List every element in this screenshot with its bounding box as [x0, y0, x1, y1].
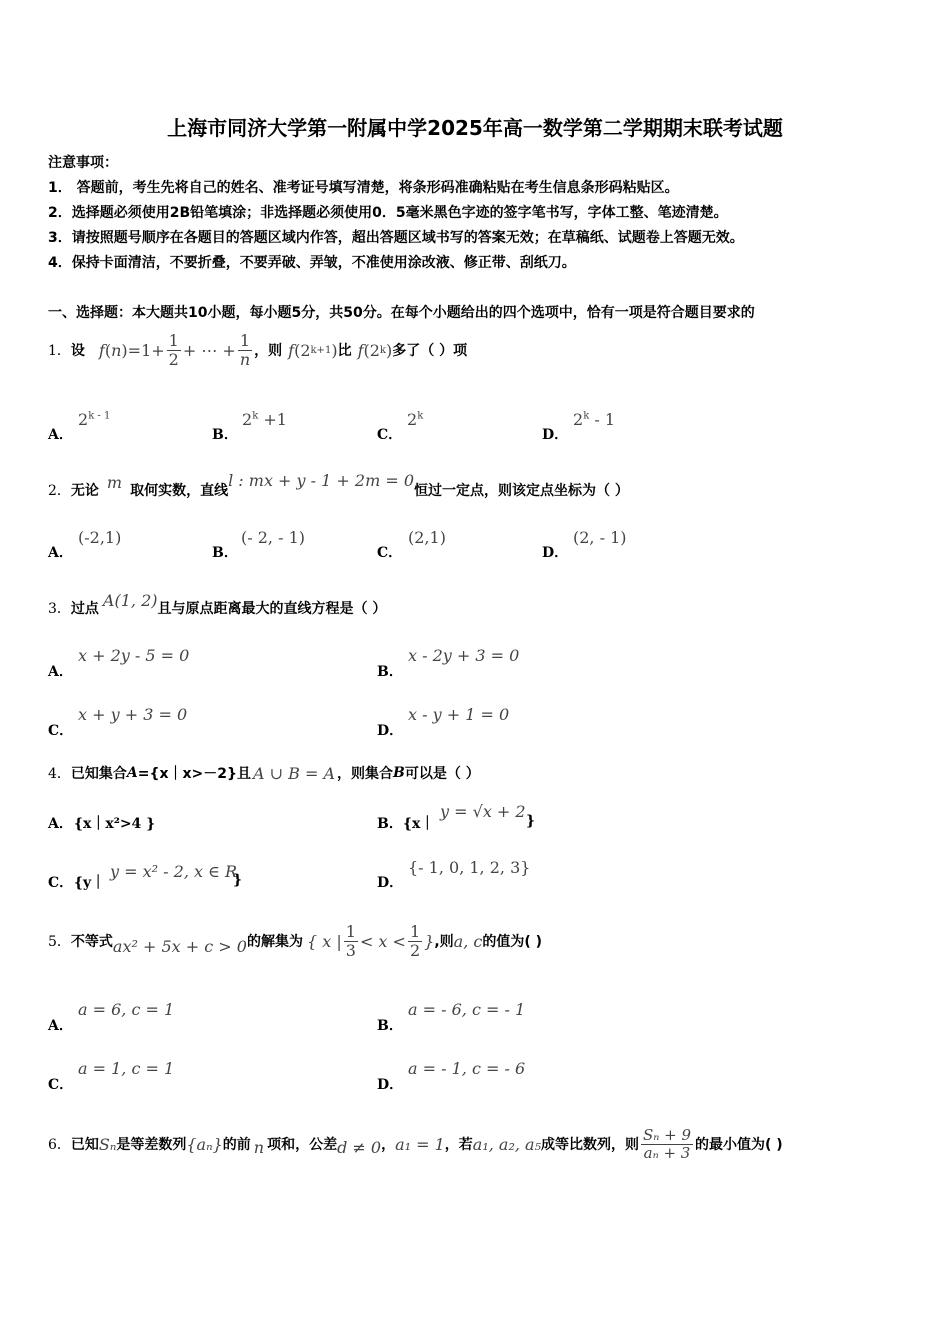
math-paren: (	[104, 340, 112, 360]
question-6	[48, 1118, 783, 1170]
question-text: 的前	[222, 1137, 251, 1153]
option-a-text: {x｜x²>4 }	[74, 816, 156, 832]
math-dots: + ⋯ +	[182, 340, 236, 360]
math-fraction	[167, 332, 181, 368]
question-number: 6．	[48, 1137, 71, 1153]
option-a-label: A．	[48, 427, 73, 443]
math-sequence: a₁, a₂, a₅	[472, 1134, 541, 1154]
option-b-suffix: }	[526, 813, 536, 829]
option-a-math: x + 2y - 5 = 0	[78, 646, 190, 665]
question-1	[48, 328, 467, 372]
option-b-label: B．	[212, 545, 238, 561]
math-base: 2	[407, 410, 418, 429]
option-b-math: a = - 6, c = - 1	[408, 1000, 526, 1019]
option-d-math: a = - 1, c = - 6	[408, 1059, 526, 1078]
option-b-math: (- 2, - 1)	[241, 528, 305, 547]
option-c-math: x + y + 3 = 0	[78, 705, 188, 724]
option-b-math	[242, 410, 287, 429]
option-a-math: (-2,1)	[78, 528, 122, 547]
math-ac: a, c	[453, 931, 483, 951]
question-text: ，	[381, 1137, 396, 1153]
math-fraction	[408, 923, 422, 959]
math-d: d ≠ 0	[337, 1137, 382, 1157]
math-sup: k	[252, 410, 259, 422]
question-text: 成等比数列，则	[541, 1137, 639, 1153]
math-sup: k	[417, 410, 424, 422]
option-b-math: x - 2y + 3 = 0	[408, 646, 520, 665]
question-5	[48, 916, 542, 966]
math-paren: )	[331, 340, 338, 360]
math-paren: )	[385, 340, 393, 360]
option-a-label: A．	[48, 545, 73, 561]
option-d-label: D．	[377, 1077, 404, 1093]
question-text: 设	[70, 343, 85, 359]
question-number: 5．	[48, 934, 71, 950]
section-heading: 一、选择题：本大题共10小题，每小题5分，共50分。在每个小题给出的四个选项中，恰有一项是符合题目要求的	[48, 305, 755, 321]
question-number: 2．	[48, 483, 71, 499]
question-text: 比	[337, 343, 352, 359]
option-a-label: A．	[48, 1018, 73, 1034]
notice-item-4: 4．保持卡面清洁，不要折叠，不要弄破、弄皱，不准使用涂改液、修正带、刮纸刀。	[48, 255, 576, 271]
option-d-math: x - y + 1 = 0	[408, 705, 510, 724]
math-base: 2	[573, 410, 584, 429]
option-c-math: y = x² - 2, x ∈ R	[110, 862, 238, 881]
option-c-label: C．	[48, 875, 74, 891]
question-number: 1．	[48, 343, 71, 359]
question-text: 多了（ ）项	[392, 343, 468, 359]
fraction-denominator: aₙ + 3	[643, 1143, 691, 1162]
math-f: f	[288, 340, 295, 360]
math-n: n	[253, 1137, 265, 1157]
option-a-label: A．	[48, 816, 73, 832]
set-definition: ={x｜x>－2}且	[137, 766, 251, 782]
fraction-numerator: Sₙ + 9	[643, 1126, 692, 1144]
question-text: 的解集为	[246, 934, 303, 950]
math-inequality: ax² + 5x + c > 0	[112, 936, 247, 956]
math-2: 2	[300, 340, 311, 360]
math-point: A(1, 2)	[102, 590, 158, 610]
option-c-label: C．	[48, 1077, 74, 1093]
math-fraction	[641, 1127, 693, 1161]
option-c-label: C．	[377, 427, 403, 443]
math-f: f	[98, 340, 105, 360]
question-number: 4．	[48, 766, 71, 782]
math-2: 2	[369, 340, 380, 360]
set-b: B	[393, 765, 405, 781]
math-sup: k - 1	[88, 410, 111, 422]
option-d-label: D．	[542, 427, 569, 443]
math-fraction	[238, 332, 252, 368]
notice-heading: 注意事项：	[48, 155, 118, 171]
question-text: 项和，公差	[267, 1137, 338, 1153]
math-paren: (	[294, 340, 301, 360]
option-b-label: B．	[377, 664, 403, 680]
notice-item-3: 3．请按照题号顺序在各题目的答题区域内作答，超出答题区域书写的答案无效；在草稿纸、试题卷上答题无效。	[48, 230, 744, 246]
option-c-suffix: }	[233, 872, 243, 888]
fraction-numerator: 1	[239, 330, 251, 350]
question-text: 恒过一定点，则该定点坐标为（ ）	[414, 483, 629, 499]
question-text: 可以是（ ）	[404, 766, 480, 782]
option-d-label: D．	[377, 875, 404, 891]
fraction-denominator: n	[239, 349, 251, 369]
fraction-numerator: 1	[168, 330, 179, 350]
math-sup: k	[583, 410, 590, 422]
question-text: 的最小值为( )	[695, 1137, 783, 1153]
option-a-math	[78, 410, 110, 429]
question-text: 已知	[70, 1137, 99, 1153]
math-n: n	[111, 340, 122, 360]
math-a1: a₁ = 1	[395, 1134, 445, 1154]
option-c-prefix: {y｜	[74, 875, 106, 891]
question-text: ，若	[444, 1137, 473, 1153]
fraction-denominator: 3	[345, 940, 356, 960]
option-b-math: y = √x + 2	[440, 802, 526, 821]
option-d-label: D．	[377, 723, 404, 739]
math-base: 2	[242, 410, 253, 429]
math-paren: (	[363, 340, 370, 360]
math-tail: +1	[258, 410, 287, 429]
question-number: 3．	[48, 601, 71, 617]
option-c-math: (2,1)	[408, 528, 446, 547]
math-an: {aₙ}	[186, 1134, 223, 1154]
option-d-math: {- 1, 0, 1, 2, 3}	[408, 858, 531, 877]
set-open: { x |	[306, 931, 342, 951]
question-text: 无论	[70, 483, 99, 499]
fraction-numerator: 1	[345, 921, 356, 941]
fraction-numerator: 1	[409, 921, 421, 941]
option-b-prefix: {x｜	[403, 816, 435, 832]
notice-item-2: 2．选择题必须使用2B铅笔填涂；非选择题必须使用0．5毫米黑色字迹的签字笔书写，字体工整、笔迹清楚。	[48, 205, 728, 221]
math-paren: )	[121, 340, 128, 360]
option-a-math: a = 6, c = 1	[78, 1000, 175, 1019]
option-a-label: A．	[48, 664, 73, 680]
math-line-equation: l : mx + y - 1 + 2m = 0	[228, 470, 415, 490]
option-c-label: C．	[377, 545, 403, 561]
option-d-math: (2, - 1)	[573, 528, 627, 547]
option-d-math	[573, 410, 615, 429]
question-text: 取何实数，直线	[130, 483, 229, 499]
set-close: }	[424, 931, 435, 951]
fraction-denominator: 2	[409, 940, 421, 960]
option-c-math: a = 1, c = 1	[78, 1059, 175, 1078]
option-d-label: D．	[542, 545, 569, 561]
question-4	[48, 762, 480, 784]
math-base: 2	[78, 410, 89, 429]
question-2	[48, 470, 629, 510]
math-tail: - 1	[589, 410, 616, 429]
question-text: ,则	[434, 934, 454, 950]
question-text: 的值为( )	[482, 934, 542, 950]
math-sup: k	[379, 344, 386, 356]
question-text: 过点	[70, 601, 99, 617]
math-m: m	[106, 472, 123, 492]
question-text: 已知集合	[70, 766, 127, 782]
option-b-label: B．	[377, 1018, 403, 1034]
math-union: A ∪ B = A	[253, 763, 336, 783]
math-f: f	[357, 340, 364, 360]
question-text: ，则集合	[337, 766, 394, 782]
notice-item-1: 1． 答题前，考生先将自己的姓名、准考证号填写清楚，将条形码准确粘贴在考生信息条形码粘贴区。	[48, 180, 679, 196]
question-text: 不等式	[70, 934, 113, 950]
question-text: 且与原点距离最大的直线方程是（ ）	[157, 601, 387, 617]
option-c-label: C．	[48, 723, 74, 739]
math-lt: < x <	[359, 931, 406, 951]
set-a: A	[126, 765, 138, 781]
fraction-denominator: 2	[168, 349, 179, 369]
option-b-label: B．	[377, 816, 403, 832]
option-c-math	[407, 410, 423, 429]
question-text: 是等差数列	[116, 1137, 187, 1153]
math-fraction	[344, 923, 358, 959]
math-eq: =1+	[127, 340, 165, 360]
question-text: ，则	[254, 343, 283, 359]
math-sup: k+1	[310, 344, 332, 356]
question-3	[48, 588, 386, 628]
math-sn: Sₙ	[98, 1134, 117, 1154]
page-title: 上海市同济大学第一附属中学2025年高一数学第二学期期末联考试题	[167, 116, 783, 140]
option-b-label: B．	[212, 427, 238, 443]
